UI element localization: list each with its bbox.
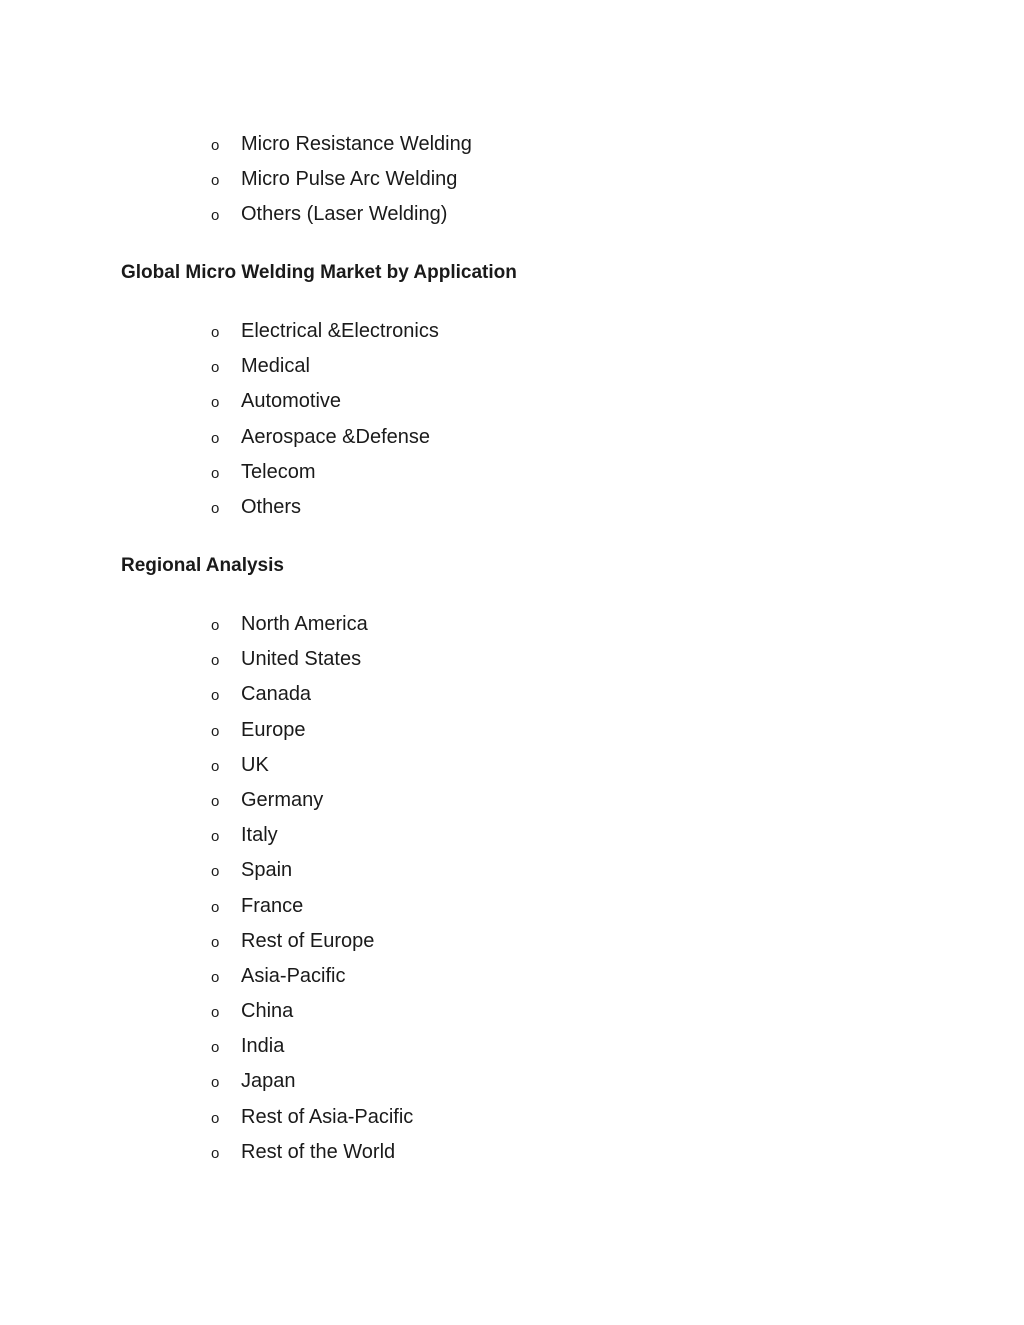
- section-heading-regional: Regional Analysis: [121, 555, 284, 576]
- list-item-text: Others: [241, 495, 302, 518]
- list-item-text: United States: [241, 648, 362, 671]
- list-item-text: Asia-Pacific: [241, 964, 346, 987]
- bullet-icon: o: [211, 898, 220, 916]
- list-item-text: Rest of Europe: [241, 929, 375, 952]
- list-item-text: Electrical &Electronics: [241, 320, 439, 342]
- list-item-text: Rest of Asia-Pacific: [241, 1105, 414, 1128]
- bullet-icon: o: [211, 757, 220, 775]
- list-item-text: Telecom: [241, 460, 316, 483]
- bullet-icon: o: [211, 137, 220, 154]
- bullet-icon: o: [211, 207, 220, 225]
- list-item-text: Medical: [241, 355, 310, 378]
- bullet-icon: o: [211, 1039, 220, 1057]
- bullet-icon: o: [211, 687, 220, 705]
- list-item-text: Rest of the World: [241, 1140, 396, 1163]
- list-item-text: Germany: [241, 788, 324, 811]
- bullet-icon: o: [211, 617, 220, 634]
- list-item-text: Micro Resistance Welding: [241, 133, 472, 155]
- bullet-icon: o: [211, 828, 220, 846]
- list-item-text: Europe: [241, 718, 306, 741]
- bullet-icon: o: [211, 652, 220, 670]
- bullet-icon: o: [211, 464, 220, 482]
- list-item-text: India: [241, 1035, 285, 1058]
- bullet-icon: o: [211, 792, 220, 810]
- bullet-icon: o: [211, 359, 220, 377]
- list-item-text: Others (Laser Welding): [241, 203, 448, 226]
- list-item-text: Canada: [241, 683, 312, 706]
- list-item-text: Italy: [241, 824, 278, 847]
- bullet-icon: o: [211, 429, 220, 447]
- bullet-icon: o: [211, 1109, 220, 1127]
- bullet-icon: o: [211, 863, 220, 881]
- bullet-icon: o: [211, 499, 220, 517]
- list-item-text: Spain: [241, 859, 293, 882]
- bullet-icon: o: [211, 1074, 220, 1092]
- list-item-text: Japan: [241, 1070, 296, 1093]
- bullet-icon: o: [211, 324, 220, 341]
- bullet-icon: o: [211, 394, 220, 412]
- bullet-icon: o: [211, 933, 220, 951]
- bullet-icon: o: [211, 968, 220, 986]
- list-item-text: UK: [241, 753, 269, 776]
- list-item-text: Micro Pulse Arc Welding: [241, 168, 458, 191]
- list-item-text: Automotive: [241, 390, 342, 413]
- bullet-icon: o: [211, 1144, 220, 1162]
- bullet-icon: o: [211, 722, 220, 740]
- bullet-icon: o: [211, 1004, 220, 1022]
- list-item-text: Aerospace &Defense: [241, 425, 431, 448]
- list-item-text: North America: [241, 613, 368, 635]
- section-heading-application: Global Micro Welding Market by Application: [121, 262, 517, 283]
- list-item-text: China: [241, 1000, 294, 1023]
- list-item-text: France: [241, 894, 304, 917]
- bullet-icon: o: [211, 172, 220, 190]
